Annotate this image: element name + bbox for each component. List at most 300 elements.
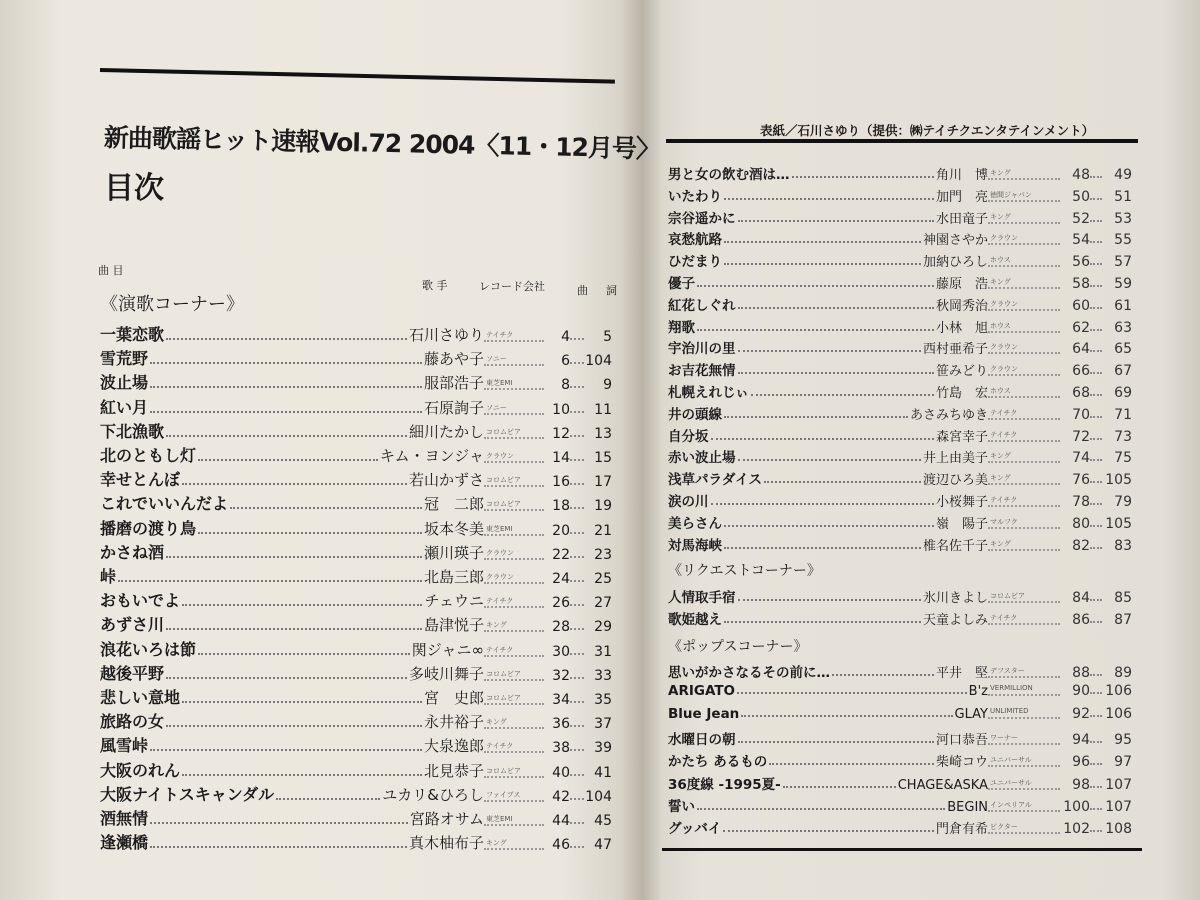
artist-name: 秋岡秀治 [935, 298, 988, 314]
dot-leader [738, 350, 921, 352]
song-title: お吉花無情 [668, 363, 736, 380]
artist-name: 多岐川舞子 [408, 664, 484, 683]
song-title: 歌姫越え [668, 611, 722, 628]
toc-entry [668, 316, 1132, 336]
toc-entry [100, 782, 612, 805]
toc-entry [668, 446, 1132, 466]
dot-leader [738, 741, 934, 743]
music-page: 6 [561, 353, 570, 370]
toc-entry [668, 425, 1132, 445]
dot-leader [166, 628, 422, 630]
dot-leader [1090, 786, 1102, 788]
song-title: 誓い [668, 798, 695, 815]
dot-leader [1090, 416, 1102, 418]
dot-leader [1090, 198, 1102, 200]
record-label: ユニバーサル [988, 778, 1060, 790]
column-lyrics: 詞 [606, 284, 617, 297]
dot-leader [198, 653, 410, 655]
lyrics-page: 17 [594, 474, 612, 491]
column-song: 曲 目 [98, 264, 124, 277]
music-page: 48 [1072, 167, 1090, 183]
lyrics-page: 9 [603, 377, 612, 394]
artist-name: 関ジャニ∞ [411, 640, 484, 659]
dot-leader [166, 725, 422, 727]
song-title: あずさ川 [100, 615, 165, 635]
toc-entry [668, 683, 1132, 699]
dot-leader [738, 220, 934, 222]
music-page: 72 [1072, 428, 1090, 445]
music-page: 84 [1072, 590, 1090, 606]
song-title: 涙の川 [668, 494, 709, 510]
toc-entry [100, 661, 612, 684]
dot-leader [150, 846, 407, 848]
lyrics-page: 41 [594, 764, 612, 781]
lyrics-page: 79 [1114, 494, 1132, 510]
artist-name: 椎名佐千子 [922, 538, 988, 554]
dot-leader [738, 599, 921, 601]
record-label: テイチク [988, 430, 1060, 442]
artist-name: チェウニ [424, 592, 484, 611]
record-label: クラウン [484, 451, 544, 463]
dot-leader [570, 362, 584, 364]
artist-name: 角川 博 [935, 168, 988, 183]
toc-entry [100, 419, 612, 442]
dot-leader [724, 263, 921, 265]
artist-name: 門倉有希 [935, 822, 988, 838]
dot-leader [1090, 830, 1102, 832]
record-label: キング [988, 277, 1060, 289]
dot-leader [570, 459, 584, 461]
song-title: ひだまり [668, 254, 722, 271]
artist-name: 宮路オサム [409, 810, 484, 828]
artist-name: 小桜舞子 [935, 495, 988, 510]
record-label: コロムビア [484, 669, 544, 681]
dot-leader [166, 338, 407, 340]
dot-leader [1090, 372, 1102, 374]
dot-leader [1090, 808, 1102, 810]
song-title: 対馬海峡 [668, 537, 722, 554]
song-title: 風雪峠 [100, 736, 149, 756]
toc-entry [668, 228, 1132, 248]
music-page: 28 [552, 619, 570, 636]
toc-entry [100, 346, 612, 369]
music-page: 12 [552, 425, 570, 442]
lyrics-page: 108 [1105, 821, 1132, 838]
dot-leader [182, 774, 422, 776]
dot-leader [570, 507, 584, 509]
toc-entry [668, 207, 1132, 227]
toc-entry [100, 830, 612, 853]
lyrics-page: 73 [1114, 428, 1132, 445]
toc-entry [100, 370, 612, 393]
toc-entry [100, 491, 612, 514]
artist-name: 森宮幸子 [935, 429, 988, 445]
toc-entry [100, 637, 612, 660]
music-page: 78 [1072, 494, 1090, 510]
music-page: 88 [1072, 665, 1090, 681]
column-artist: 歌 手 [422, 279, 448, 292]
dot-leader [1090, 599, 1102, 601]
song-title: 北のともし灯 [100, 446, 197, 465]
toc-entry [668, 337, 1132, 357]
music-page: 100 [1063, 798, 1090, 815]
lyrics-page: 106 [1105, 683, 1132, 700]
dot-leader [1090, 621, 1102, 623]
song-title: 峠 [100, 567, 117, 586]
music-page: 52 [1072, 210, 1090, 227]
artist-name: 氷川きよし [922, 591, 988, 606]
dot-leader [570, 411, 584, 413]
dot-leader [276, 798, 380, 800]
music-page: 54 [1072, 232, 1090, 249]
lyrics-page: 37 [594, 716, 612, 733]
column-label: レコード会社 [479, 280, 545, 293]
lyrics-page: 75 [1114, 450, 1132, 467]
music-page: 14 [552, 450, 570, 466]
song-title: 宗谷遥かに [668, 210, 736, 227]
toc-entry [668, 817, 1132, 837]
dot-leader [570, 846, 584, 848]
music-page: 80 [1072, 515, 1090, 532]
cover-credit: 表紙／石川さゆり（提供：㈱テイチクエンタテインメント） [760, 123, 1095, 138]
music-page: 36 [552, 716, 570, 733]
song-title: 赤い波止場 [668, 450, 736, 467]
music-page: 74 [1072, 450, 1090, 467]
dot-leader [570, 435, 584, 437]
toc-entry [668, 403, 1132, 423]
lyrics-page: 57 [1114, 254, 1132, 271]
section-pops: 《ポップスコーナー》 [668, 639, 808, 655]
dot-leader [182, 604, 422, 606]
song-title: 旅路の女 [100, 712, 165, 732]
music-page: 102 [1063, 821, 1090, 838]
music-page: 4 [561, 329, 570, 345]
section-enka: 《演歌コーナー》 [100, 294, 244, 315]
artist-name: GLAY [954, 706, 988, 722]
artist-name: ユカリ&ひろし [382, 785, 484, 804]
record-label: コロムビア [988, 591, 1060, 603]
song-title: グッバイ [668, 821, 722, 838]
dot-leader [724, 621, 921, 623]
record-label: テイチク [484, 645, 544, 657]
toc-entry [100, 564, 612, 587]
lyrics-page: 13 [594, 425, 612, 442]
artist-name: 河口恭吾 [935, 732, 988, 748]
music-page: 50 [1072, 188, 1090, 205]
record-label: クラウン [988, 364, 1060, 376]
song-title: これでいいんだよ [100, 494, 229, 514]
dot-leader [1090, 285, 1102, 287]
dot-leader [783, 786, 896, 788]
dot-leader [150, 386, 422, 388]
music-page: 20 [552, 522, 570, 539]
toc-entry [668, 294, 1132, 314]
record-label: コロムビア [484, 427, 544, 439]
record-label: クラウン [484, 548, 544, 560]
artist-name: キム・ヨンジャ [379, 447, 484, 465]
lyrics-page: 25 [594, 571, 612, 587]
lyrics-page: 19 [594, 498, 612, 515]
music-page: 40 [552, 764, 570, 781]
record-label: キング [988, 473, 1060, 485]
dot-leader [1090, 241, 1102, 243]
lyrics-page: 71 [1114, 406, 1132, 423]
music-page: 68 [1072, 385, 1090, 401]
dot-leader [182, 483, 407, 485]
song-title: 播磨の渡り鳥 [100, 518, 197, 538]
music-page: 96 [1072, 754, 1090, 771]
record-label: キング [484, 620, 544, 632]
dot-leader [1090, 741, 1102, 743]
song-title: 36度線 -1995夏- [668, 776, 781, 793]
lyrics-page: 105 [1105, 472, 1132, 489]
toc-entry [668, 586, 1132, 606]
lyrics-page: 31 [594, 643, 612, 660]
dot-leader [570, 822, 584, 824]
lyrics-page: 33 [594, 667, 612, 684]
artist-name: 冠 二郎 [423, 495, 484, 514]
toc-entry [100, 685, 612, 708]
dot-leader [570, 483, 584, 485]
section-request: 《リクエストコーナー》 [668, 563, 821, 579]
record-label: ホウス [988, 255, 1060, 267]
dot-leader [697, 808, 945, 810]
artist-name: 小林 旭 [935, 320, 988, 336]
record-label: クラウン [988, 233, 1060, 245]
record-label: キング [988, 539, 1060, 551]
music-page: 44 [552, 813, 570, 829]
dot-leader [1090, 525, 1102, 527]
record-label: キング [484, 838, 544, 850]
song-title: 逢瀬橋 [100, 833, 149, 853]
artist-name: 天童よしみ [922, 612, 988, 628]
music-page: 26 [552, 595, 570, 612]
lyrics-page: 89 [1114, 665, 1132, 681]
dot-leader [150, 749, 422, 751]
artist-name: 竹島 宏 [935, 386, 988, 401]
dot-leader [570, 604, 584, 606]
toc-entry [100, 588, 612, 611]
record-label: 東芝EMI [484, 524, 544, 536]
dot-leader [1090, 547, 1102, 549]
music-page: 58 [1072, 276, 1090, 292]
music-page: 60 [1072, 297, 1090, 314]
artist-name: 藤あや子 [423, 350, 484, 369]
dot-leader [150, 822, 408, 824]
artist-name: 細川たかし [408, 422, 484, 441]
dot-leader [738, 307, 934, 309]
song-title: 浪花いろは節 [100, 639, 197, 659]
toc-entry [668, 795, 1132, 815]
song-title: 男と女の飲む酒は… [668, 167, 790, 183]
dot-leader [741, 715, 952, 717]
song-title: 大阪ナイトスキャンダル [100, 784, 275, 804]
lyrics-page: 59 [1114, 276, 1132, 292]
dot-leader [570, 628, 584, 630]
dot-leader [724, 241, 921, 243]
dot-leader [570, 338, 584, 340]
record-label: テイチク [484, 741, 544, 753]
dot-leader [570, 774, 584, 776]
toc-entry [668, 608, 1132, 628]
dot-leader [1090, 263, 1102, 265]
dot-leader [723, 830, 934, 832]
music-page: 22 [552, 546, 570, 563]
top-rule-right [666, 139, 1138, 143]
toc-entry [100, 322, 612, 345]
dot-leader [570, 653, 584, 655]
toc-entry [100, 516, 612, 539]
music-page: 98 [1072, 776, 1090, 793]
dot-leader [1090, 763, 1102, 765]
toc-entry [668, 163, 1132, 183]
artist-name: 宮 史郎 [423, 689, 484, 707]
song-title: 優子 [668, 276, 695, 292]
toc-entry [100, 758, 612, 781]
toc-entry [100, 733, 612, 756]
record-label: テイチク [988, 613, 1060, 625]
artist-name: 井上由美子 [922, 451, 988, 467]
lyrics-page: 85 [1114, 590, 1132, 606]
song-title: 酒無情 [100, 809, 149, 828]
toc-entry [100, 806, 612, 829]
lyrics-page: 27 [594, 595, 612, 612]
record-label: ワーナー [988, 733, 1060, 745]
dot-leader [697, 329, 934, 331]
artist-name: あさみちゆき [909, 407, 988, 423]
dot-leader [166, 677, 407, 679]
record-label: VERMILLION [988, 684, 1060, 696]
dot-leader [1090, 459, 1102, 461]
song-title: 浅草パラダイス [668, 472, 762, 489]
artist-name: 藤原 浩 [935, 277, 988, 292]
dot-leader [738, 459, 921, 461]
dot-leader [1090, 220, 1102, 222]
lyrics-page: 5 [603, 329, 612, 345]
music-page: 34 [552, 692, 570, 708]
song-title: 札幌えれじぃ [668, 385, 749, 401]
dot-leader [1090, 394, 1102, 396]
music-page: 86 [1072, 611, 1090, 628]
dot-leader [166, 556, 422, 558]
toc-entry [668, 512, 1132, 532]
lyrics-page: 53 [1114, 210, 1132, 227]
dot-leader [570, 580, 584, 582]
toc-entry [668, 359, 1132, 379]
song-title: いたわり [668, 188, 722, 205]
toc-entry [100, 612, 612, 635]
record-label: テイチク [988, 495, 1060, 507]
dot-leader [230, 507, 422, 509]
toc-entry [668, 750, 1132, 770]
music-page: 16 [552, 474, 570, 491]
toc-heading: 目次 [104, 171, 164, 206]
dot-leader [570, 701, 584, 703]
lyrics-page: 87 [1114, 611, 1132, 628]
song-title: 思いがかさなるその前に… [668, 665, 830, 681]
lyrics-page: 63 [1114, 319, 1132, 336]
toc-entry [668, 728, 1132, 748]
dot-leader [1090, 307, 1102, 309]
record-label: ソニー [484, 354, 544, 366]
record-label: コロムビア [484, 693, 544, 705]
toc-entry [100, 709, 612, 732]
dot-leader [118, 580, 422, 582]
dot-leader [764, 481, 921, 483]
song-title: 井の頭線 [668, 406, 722, 423]
record-label: ビクター [988, 822, 1060, 834]
music-page: 62 [1072, 319, 1090, 336]
dot-leader [570, 798, 584, 800]
dot-leader [697, 285, 934, 287]
toc-entry [668, 773, 1132, 793]
music-page: 32 [552, 667, 570, 684]
lyrics-page: 55 [1114, 232, 1132, 249]
record-label: インペリアル [988, 800, 1060, 812]
lyrics-page: 45 [594, 813, 612, 829]
dot-leader [711, 503, 934, 505]
record-label: クラウン [484, 572, 544, 584]
artist-name: CHAGE&ASKA [897, 777, 988, 793]
record-label: テイチク [484, 596, 544, 608]
dot-leader [1090, 481, 1102, 483]
dot-leader [570, 749, 584, 751]
lyrics-page: 49 [1114, 167, 1132, 183]
lyrics-page: 104 [585, 788, 612, 805]
music-page: 70 [1072, 406, 1090, 423]
dot-leader [198, 459, 378, 461]
dot-leader [166, 435, 407, 437]
song-title: 美らさん [668, 515, 722, 532]
record-label: クラウン [988, 342, 1060, 354]
lyrics-page: 51 [1114, 188, 1132, 205]
music-page: 10 [552, 401, 570, 418]
artist-name: 若山かずさ [408, 471, 484, 490]
artist-name: 北島三郎 [423, 568, 484, 586]
lyrics-page: 15 [594, 450, 612, 466]
toc-entry [100, 540, 612, 563]
record-label: ユニバーサル [988, 755, 1060, 767]
artist-name: 真木柚布子 [408, 834, 484, 853]
music-page: 8 [561, 377, 570, 394]
record-label: ホウス [988, 321, 1060, 333]
toc-entry [668, 490, 1132, 510]
toc-entry [668, 661, 1132, 681]
song-title: 大阪のれん [100, 760, 181, 780]
music-page: 24 [552, 571, 570, 587]
record-label: 東芝EMI [484, 378, 544, 390]
magazine-title: 新曲歌謡ヒット速報Vol.72 2004〈11・12月号〉 [103, 123, 661, 164]
artist-name: 坂本冬美 [423, 519, 484, 538]
dot-leader [570, 532, 584, 534]
dot-leader [1090, 715, 1102, 717]
toc-entry [100, 443, 612, 466]
artist-name: 永井裕子 [423, 713, 484, 732]
song-title: 哀愁航路 [668, 232, 722, 249]
lyrics-page: 47 [594, 837, 612, 854]
dot-leader [832, 674, 934, 676]
record-label: キング [484, 717, 544, 729]
dot-leader [751, 394, 934, 396]
dot-leader [737, 692, 967, 694]
lyrics-page: 83 [1114, 537, 1132, 554]
lyrics-page: 67 [1114, 363, 1132, 380]
dot-leader [182, 701, 422, 703]
artist-name: 笹みどり [935, 364, 988, 380]
lyrics-page: 29 [594, 619, 612, 636]
record-label: UNLIMITED [988, 707, 1060, 719]
lyrics-page: 11 [594, 401, 612, 418]
